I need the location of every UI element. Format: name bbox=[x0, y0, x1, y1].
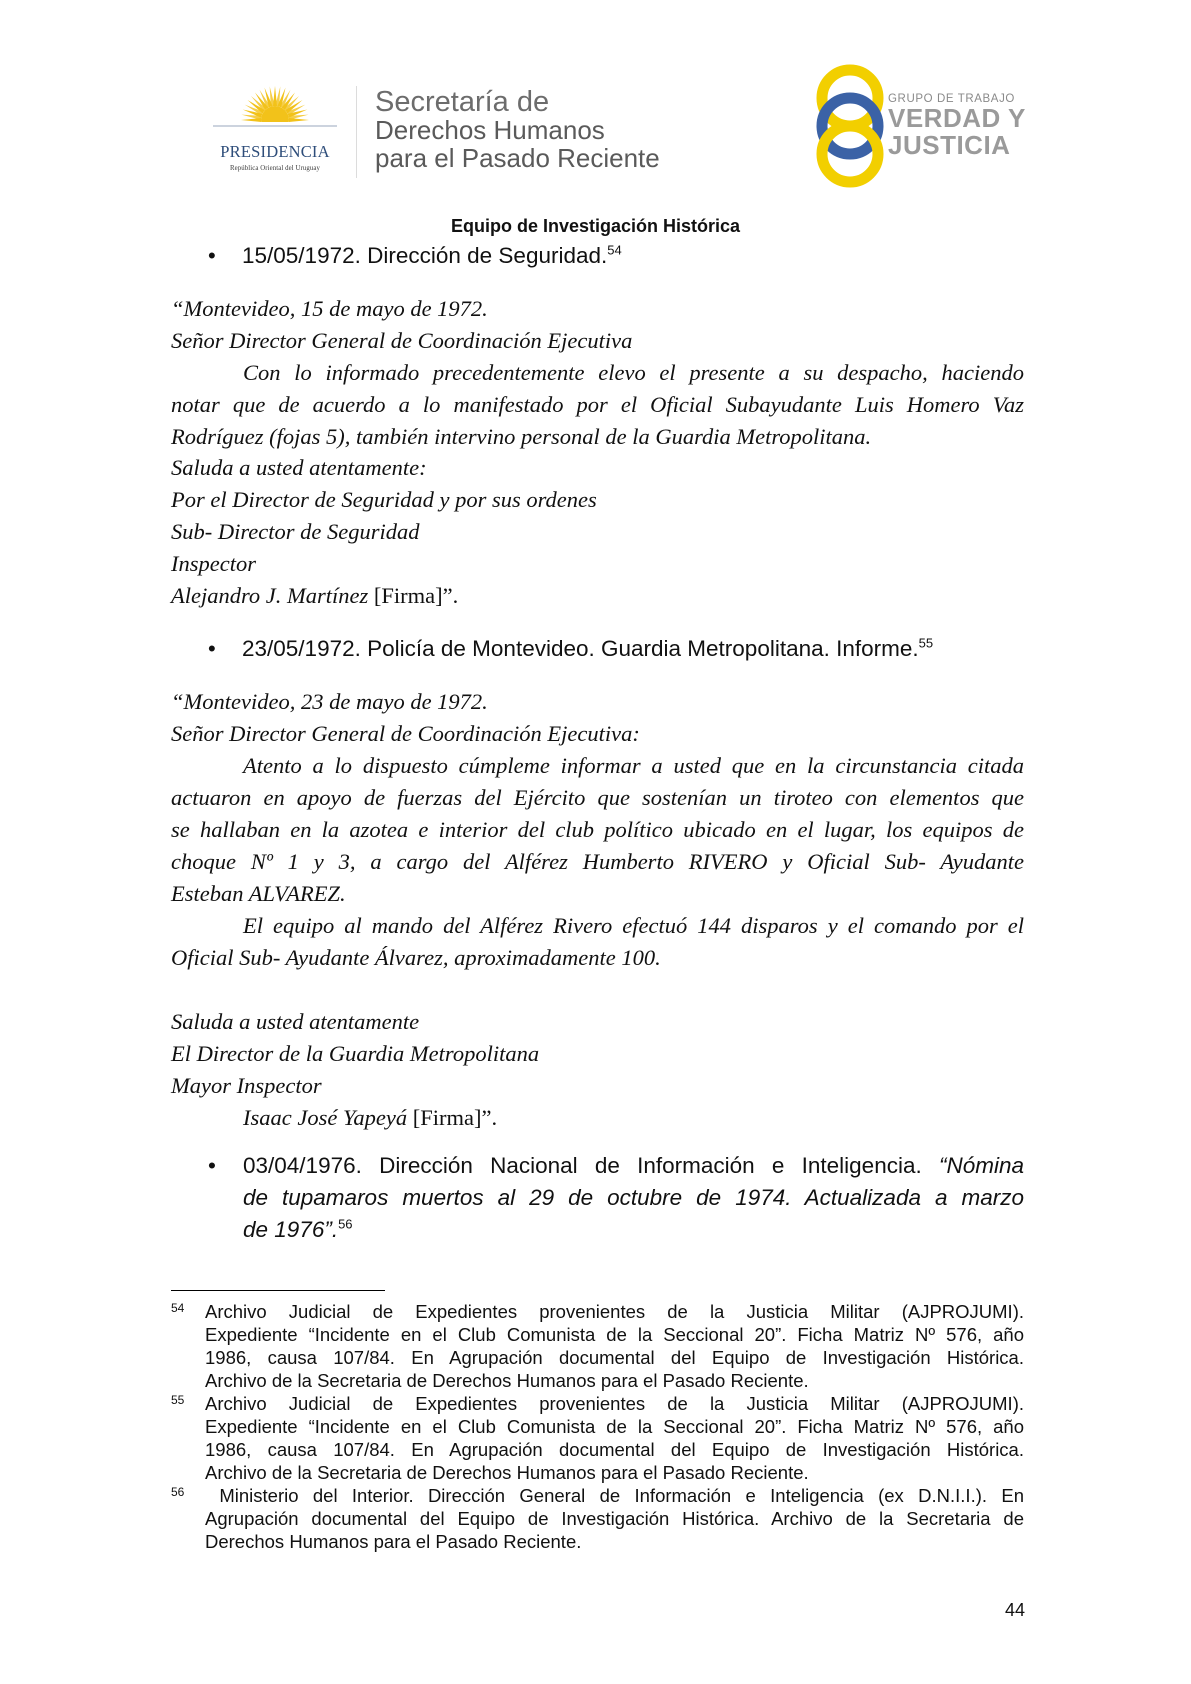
entry-1-line: “Montevideo, 15 de mayo de 1972. bbox=[171, 296, 488, 321]
footnote-ref-54[interactable]: 54 bbox=[607, 242, 622, 258]
entry-2-line: Esteban ALVAREZ. bbox=[171, 881, 346, 906]
footnote-ref-55[interactable]: 55 bbox=[918, 635, 934, 651]
entry-1-line: Rodríguez (fojas 5), también intervino personal de la Guardia Metropolitana. bbox=[171, 424, 872, 449]
entry-2-line: “Montevideo, 23 de mayo de 1972. bbox=[171, 689, 488, 714]
footnote-number: 55 bbox=[171, 1393, 185, 1407]
footnote-row: Archivo Judicial de Expedientes provenientes de la Justicia Militar (AJPROJUMI). bbox=[205, 1301, 1024, 1322]
entry-3-row-3 bbox=[243, 1214, 1024, 1246]
footnote-row: Ministerio del Interior. Dirección General de Información e Inteligencia (ex D.N.I.I.). En bbox=[205, 1485, 1024, 1506]
gtvj-line-1: GRUPO DE TRABAJO bbox=[888, 93, 1015, 105]
secretaria-line-3: para el Pasado Reciente bbox=[375, 143, 660, 173]
signatory-name: Isaac José Yapeyá bbox=[243, 1105, 408, 1130]
entry-2-line: El equipo al mando del Alférez Rivero efectuó 144 disparos y el comando por el bbox=[243, 913, 1024, 938]
entry-3-title-end: de 1976”. bbox=[243, 1217, 339, 1242]
entry-2-line: Mayor Inspector bbox=[171, 1073, 322, 1098]
footnote-number: 56 bbox=[171, 1485, 185, 1499]
verdad-justicia-wordmark bbox=[888, 93, 1026, 159]
entry-3-title-start: “Nómina bbox=[938, 1153, 1024, 1178]
entry-1-signature bbox=[171, 583, 458, 609]
presidencia-sublabel: República Oriental del Uruguay bbox=[229, 165, 320, 172]
signatory-name: Alejandro J. Martínez bbox=[171, 583, 369, 608]
entry-1-line: notar que de acuerdo a lo manifestado por el Oficial Subayudante Luis Homero Vaz bbox=[171, 392, 1024, 417]
entry-2-line: Oficial Sub- Ayudante Álvarez, aproximadamente 100. bbox=[171, 945, 661, 970]
secretaria-wordmark bbox=[375, 88, 660, 172]
entry-3-row-1 bbox=[243, 1150, 1024, 1182]
footnote-row: 1986, causa 107/84. En Agrupación documental del Equipo de Investigación Histórica. bbox=[205, 1347, 1024, 1368]
entry-2-heading-text: 23/05/1972. Policía de Montevideo. Guardia Metropolitana. Informe. bbox=[242, 636, 919, 661]
entry-3-title-mid: de tupamaros muertos al 29 de octubre de 1974. Actualizada a marzo bbox=[243, 1185, 1024, 1210]
entry-1-line: Señor Director General de Coordinación Ejecutiva bbox=[171, 328, 633, 353]
footnote-separator bbox=[171, 1290, 385, 1291]
footnote-row: Expediente “Incidente en el Club Comunista de la Seccional 20”. Ficha Matriz Nº 576, año bbox=[205, 1416, 1024, 1437]
footnote-row: Archivo de la Secretaria de Derechos Humanos para el Pasado Reciente. bbox=[205, 1462, 809, 1483]
footnote-row: Expediente “Incidente en el Club Comunista de la Seccional 20”. Ficha Matriz Nº 576, año bbox=[205, 1324, 1024, 1345]
entry-1-line: Inspector bbox=[171, 551, 256, 576]
footnote-row: Derechos Humanos para el Pasado Reciente. bbox=[205, 1531, 582, 1552]
presidencia-logo bbox=[196, 82, 354, 182]
header-divider bbox=[356, 86, 357, 178]
footnote-row: Agrupación documental del Equipo de Investigación Histórica. Archivo de la Secretaria de bbox=[205, 1508, 1024, 1529]
entry-3-heading-plain: 03/04/1976. Dirección Nacional de Información e Inteligencia. bbox=[243, 1153, 922, 1178]
entry-2-line: Atento a lo dispuesto cúmpleme informar a usted que en la circunstancia citada bbox=[243, 753, 1024, 778]
entry-2-line: El Director de la Guardia Metropolitana bbox=[171, 1041, 540, 1066]
entry-2-line: choque Nº 1 y 3, a cargo del Alférez Humberto RIVERO y Oficial Sub- Ayudante bbox=[171, 849, 1024, 874]
entry-1-line: Por el Director de Seguridad y por sus ordenes bbox=[171, 487, 597, 512]
entry-1-heading-text: 15/05/1972. Dirección de Seguridad. bbox=[242, 243, 608, 268]
entry-1-line: Saluda a usted atentamente: bbox=[171, 455, 427, 480]
sun-emblem-icon bbox=[196, 82, 354, 144]
gtvj-line-2: VERDAD Y bbox=[888, 103, 1026, 133]
page-number: 44 bbox=[1005, 1600, 1026, 1620]
entry-2-line: Señor Director General de Coordinación Ejecutiva: bbox=[171, 721, 640, 746]
entry-2-line: Saluda a usted atentamente bbox=[171, 1009, 420, 1034]
footnote-row: Archivo Judicial de Expedientes provenientes de la Justicia Militar (AJPROJUMI). bbox=[205, 1393, 1024, 1414]
presidencia-label: PRESIDENCIA bbox=[220, 142, 330, 161]
entry-2-line: se hallaban en la azotea e interior del club político ubicado en el lugar, los equipos de bbox=[171, 817, 1024, 842]
entry-3-row-2 bbox=[243, 1182, 1024, 1214]
bullet-icon: • bbox=[208, 1153, 216, 1178]
signature-note: [Firma]”. bbox=[407, 1105, 498, 1130]
footnote-row: 1986, causa 107/84. En Agrupación documental del Equipo de Investigación Histórica. bbox=[205, 1439, 1024, 1460]
signature-note: [Firma]”. bbox=[368, 583, 459, 608]
bullet-icon: • bbox=[208, 636, 216, 661]
entry-2-line: actuaron en apoyo de fuerzas del Ejército que sostenían un tiroteo con elementos que bbox=[171, 785, 1024, 810]
footnote-row: Archivo de la Secretaria de Derechos Humanos para el Pasado Reciente. bbox=[205, 1370, 809, 1391]
secretaria-line-2: Derechos Humanos bbox=[375, 115, 605, 145]
team-title: Equipo de Investigación Histórica bbox=[450, 216, 741, 236]
entry-2-signature bbox=[243, 1105, 497, 1131]
entry-1-line: Sub- Director de Seguridad bbox=[171, 519, 420, 544]
gtvj-line-3: JUSTICIA bbox=[888, 130, 1011, 160]
secretaria-line-1: Secretaría de bbox=[375, 86, 550, 118]
footnote-number: 54 bbox=[171, 1301, 185, 1315]
entry-1-line: Con lo informado precedentemente elevo el presente a su despacho, haciendo bbox=[243, 360, 1024, 385]
bullet-icon: • bbox=[208, 243, 216, 268]
footnote-ref-56[interactable]: 56 bbox=[338, 1216, 353, 1232]
